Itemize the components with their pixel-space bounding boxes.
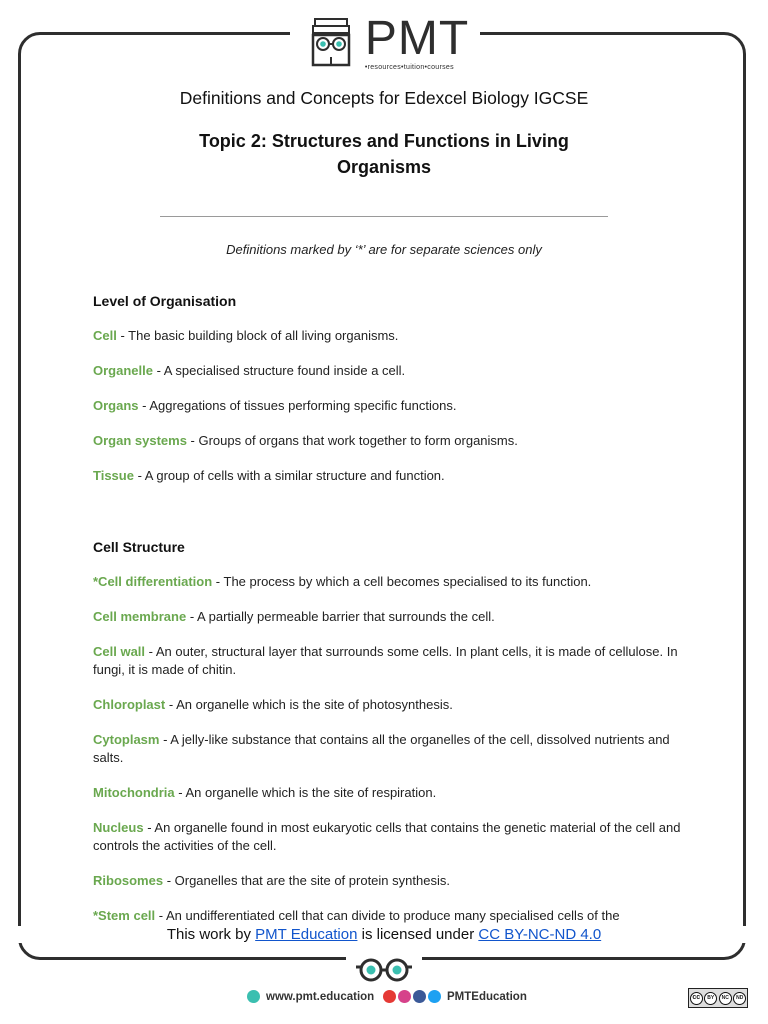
definition-term: Organs [93,398,139,413]
definition-term: Organelle [93,363,153,378]
youtube-icon[interactable] [383,990,396,1003]
definition-text: - A group of cells with a similar structure and function. [133,468,445,483]
social-handle: PMTEducation [447,990,527,1003]
cc-symbol-icon: cc [690,992,703,1005]
website-text: www.pmt.education [266,990,375,1003]
definition-term: Cell wall [93,644,146,659]
definition-text: - An outer, structural layer that surrounds some cells. In plant cells, it is made of cellulose. In fungi, it is made of chitin. [93,644,678,677]
definitions-content [93,292,683,942]
website-link[interactable] [247,990,374,1003]
definition-text: - An undifferentiated cell that can divide to produce many specialised cells of the [155,908,620,923]
definition-term: Organ systems [93,433,187,448]
section-heading: Level of Organisation [93,293,237,309]
definition-text: - A jelly-like substance that contains all the organelles of the cell, dissolved nutrients and salts. [93,732,670,765]
definition-item [93,397,683,415]
definition-text: - The basic building block of all living organisms. [116,328,399,343]
facebook-icon[interactable] [413,990,426,1003]
pmt-education-link[interactable]: PMT Education [255,926,358,943]
definition-item [93,643,683,679]
pmt-logo [290,8,480,78]
definition-item [93,362,683,380]
definition-term: *Cell differentiation [93,574,213,589]
cc-nc-icon: NC [719,992,732,1005]
definition-item [93,784,683,802]
definition-item [93,432,683,450]
cc-by-icon: BY [704,992,717,1005]
glasses-icon [346,953,422,987]
license-prefix: This work by [166,926,256,943]
page-footer [0,990,768,1010]
social-links [383,990,527,1003]
definition-term: Nucleus [93,820,144,835]
definition-text: - Groups of organs that work together to form organisms. [186,433,518,448]
definition-text: - The process by which a cell becomes specialised to its function. [212,574,592,589]
book-glasses-logo-icon [301,13,361,73]
definition-item [93,608,683,626]
definition-text: - A specialised structure found inside a cell. [152,363,406,378]
definition-item [93,573,683,591]
definition-term: Chloroplast [93,697,166,712]
definition-text: - Aggregations of tissues performing specific functions. [138,398,457,413]
definition-text: - An organelle which is the site of respiration. [174,785,437,800]
separate-sciences-note: Definitions marked by ‘*’ are for separate sciences only [226,242,542,257]
definition-text: - A partially permeable barrier that surrounds the cell. [186,609,495,624]
definition-text: - An organelle found in most eukaryotic cells that contains the genetic material of the cell and controls the activities of the cell. [93,820,681,853]
instagram-icon[interactable] [398,990,411,1003]
definition-term: Cell [93,328,117,343]
logo-wordmark: PMT [364,11,470,65]
cc-license-link[interactable]: CC BY-NC-ND 4.0 [478,926,602,943]
definition-item [93,696,683,714]
definition-text: - Organelles that are the site of protein synthesis. [163,873,450,888]
definition-term: *Stem cell [93,908,156,923]
section-cell-structure [93,538,683,925]
document-title: Definitions and Concepts for Edexcel Biology IGCSE [179,88,589,108]
cursor-icon [247,990,260,1003]
license-middle: is licensed under [357,926,479,943]
definition-term: Cytoplasm [93,732,160,747]
definition-item [93,467,683,485]
definition-term: Mitochondria [93,785,175,800]
definition-term: Tissue [93,468,134,483]
definition-term: Cell membrane [93,609,187,624]
definition-item [93,872,683,890]
section-heading: Cell Structure [93,539,185,555]
definition-item [93,907,683,925]
logo-tagline: •resources•tuition•courses [364,63,454,71]
section-level-of-organisation [93,292,683,485]
topic-title: Topic 2: Structures and Functions in Living Organisms [199,131,569,177]
definition-item [93,731,683,767]
definition-item [93,327,683,345]
section-spacer [93,502,683,538]
definition-item [93,819,683,855]
twitter-icon[interactable] [428,990,441,1003]
license-line [0,926,768,943]
definition-term: Ribosomes [93,873,164,888]
cc-nd-icon: ND [733,992,746,1005]
cc-license-icon [688,988,748,1008]
title-divider [160,216,608,217]
definition-text: - An organelle which is the site of photosynthesis. [165,697,453,712]
